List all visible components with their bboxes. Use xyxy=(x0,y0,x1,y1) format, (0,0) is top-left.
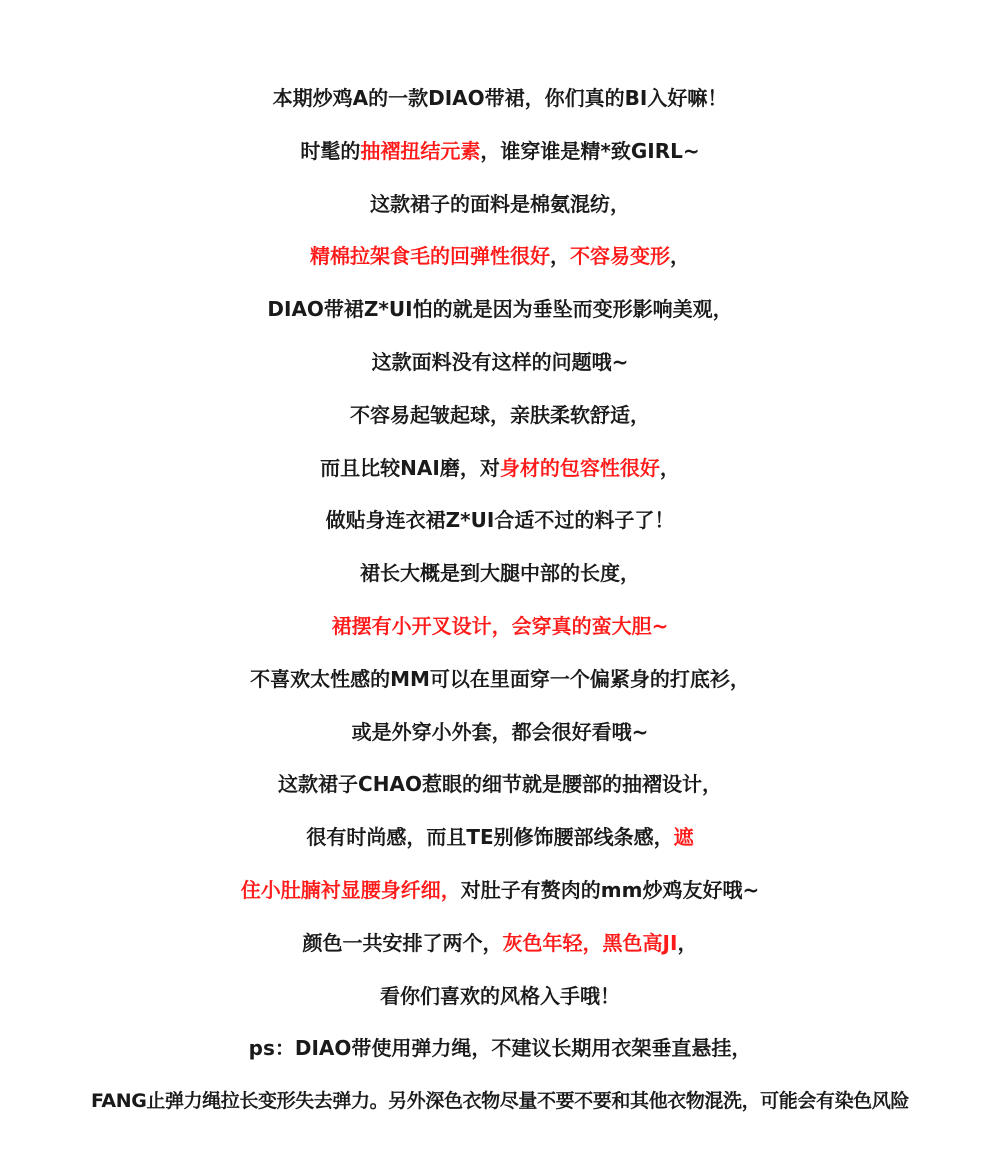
text-segment: 或是外穿小外套，都会很好看哦~ xyxy=(351,719,649,744)
text-segment: 本期炒鸡A的一款DIAO带裙，你们真的BI入好嘛！ xyxy=(272,86,728,110)
text-segment: 很有时尚感，而且TE别修饰腰部线条感， xyxy=(306,825,674,850)
text-line-10 xyxy=(0,547,1000,600)
highlight-segment: 住小肚腩衬显腰身纤细， xyxy=(240,877,461,902)
text-segment: 颜色一共安排了两个， xyxy=(302,930,503,955)
highlight-segment: 裙摆有小开叉设计，会穿真的蛮大胆~ xyxy=(331,613,669,638)
text-line-1 xyxy=(0,72,1000,125)
text-segment: 裙长大概是到大腿中部的长度， xyxy=(360,561,640,586)
highlight-segment: 抽褶扭结元素 xyxy=(360,138,481,163)
text-line-16 xyxy=(0,864,1000,917)
highlight-segment: 精棉拉架食毛的回弹性很好 xyxy=(310,244,550,269)
highlight-segment: 灰色年轻，黑色高JI xyxy=(502,930,678,955)
text-line-4 xyxy=(0,230,1000,283)
text-segment: 这款面料没有这样的问题哦~ xyxy=(371,349,629,374)
text-segment: ， xyxy=(550,244,570,269)
text-segment: 这款裙子的面料是棉氨混纺， xyxy=(370,191,630,216)
text-line-19 xyxy=(0,1022,1000,1075)
text-line-13 xyxy=(0,706,1000,759)
text-segment: ， xyxy=(659,455,680,480)
text-line-2 xyxy=(0,125,1000,178)
text-segment: 对肚子有赘肉的mm炒鸡友好哦~ xyxy=(460,877,760,902)
text-line-5 xyxy=(0,283,1000,336)
text-line-12 xyxy=(0,653,1000,706)
highlight-segment: 身材的包容性很好 xyxy=(499,455,660,480)
text-segment: 看你们喜欢的风格入手哦！ xyxy=(380,983,620,1008)
text-line-9 xyxy=(0,494,1000,547)
text-segment: 这款裙子CHAO惹眼的细节就是腰部的抽褶设计， xyxy=(278,772,722,797)
text-segment: 而且比较NAI磨，对 xyxy=(320,455,500,480)
text-line-11 xyxy=(0,600,1000,653)
text-line-14 xyxy=(0,758,1000,811)
text-segment: 不容易起皱起球，亲肤柔软舒适， xyxy=(350,402,650,427)
text-segment: 时髦的 xyxy=(300,138,361,163)
highlight-segment: 不容易变形 xyxy=(570,244,670,269)
highlight-segment: 遮 xyxy=(673,825,694,850)
text-segment: ps：DIAO带使用弹力绳，不建议长期用衣架垂直悬挂， xyxy=(248,1036,752,1061)
text-line-17 xyxy=(0,917,1000,970)
text-line-8 xyxy=(0,442,1000,495)
text-segment: ，谁穿谁是精*致GIRL~ xyxy=(480,138,700,163)
text-line-7 xyxy=(0,389,1000,442)
text-line-15 xyxy=(0,811,1000,864)
text-segment: 做贴身连衣裙Z*UI合适不过的料子了！ xyxy=(325,508,675,533)
text-segment: DIAO带裙Z*UI怕的就是因为垂坠而变形影响美观， xyxy=(267,297,733,322)
text-segment: 不喜欢太性感的MM可以在里面穿一个偏紧身的打底衫， xyxy=(250,666,750,691)
text-line-6 xyxy=(0,336,1000,389)
text-segment: FANG止弹力绳拉长变形失去弹力。另外深色衣物尽量不要不要和其他衣物混洗，可能会有染色风险 xyxy=(90,1090,909,1113)
text-line-3 xyxy=(0,178,1000,231)
text-line-20 xyxy=(0,1075,1000,1128)
article-body xyxy=(0,72,1000,1128)
text-segment: ， xyxy=(677,930,698,955)
text-segment: ， xyxy=(670,244,690,269)
text-line-18 xyxy=(0,970,1000,1023)
